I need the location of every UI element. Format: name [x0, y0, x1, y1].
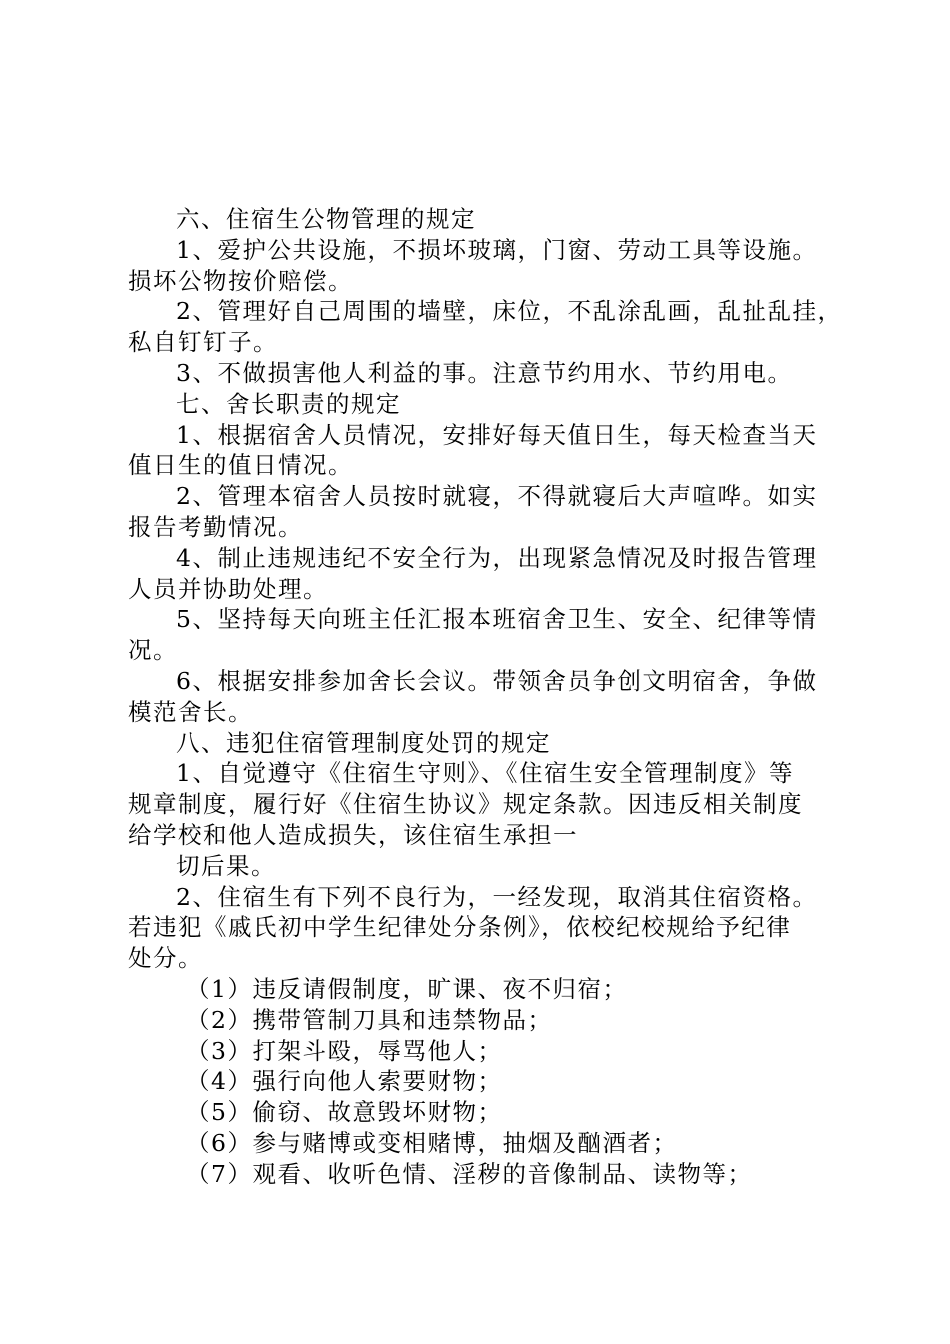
section-heading-7: 七、舍长职责的规定 [176, 389, 401, 418]
list-item: （6）参与赌博或变相赌博，抽烟及酗酒者； [186, 1128, 678, 1157]
paragraph-line: 3、不做损害他人利益的事。注意节约用水、节约用电。 [176, 358, 793, 387]
paragraph-line: 损坏公物按价赔偿。 [128, 266, 353, 295]
paragraph-line: 规章制度，履行好《住宿生协议》规定条款。因违反相关制度 [128, 790, 803, 819]
list-item: （7）观看、收听色情、淫秽的音像制品、读物等； [186, 1159, 753, 1188]
paragraph-line: 1、自觉遵守《住宿生守则》、《住宿生安全管理制度》等 [176, 759, 794, 788]
paragraph-line: 2、管理本宿舍人员按时就寝，不得就寝后大声喧哗。如实 [176, 482, 818, 511]
paragraph-line: 况。 [128, 636, 178, 665]
section-heading-8: 八、违犯住宿管理制度处罚的规定 [176, 728, 551, 757]
paragraph-line: 6、根据安排参加舍长会议。带领舍员争创文明宿舍，争做 [176, 666, 818, 695]
document-body [128, 204, 843, 1190]
paragraph-line: 1、根据宿舍人员情况，安排好每天值日生，每天检查当天 [176, 420, 818, 449]
paragraph-line: 1、爱护公共设施，不损坏玻璃，门窗、劳动工具等设施。 [176, 235, 818, 264]
paragraph-line: 给学校和他人造成损失，该住宿生承担一 [128, 820, 578, 849]
paragraph-line: 人员并协助处理。 [128, 574, 328, 603]
paragraph-line: 值日生的值日情况。 [128, 451, 353, 480]
paragraph-line: 报告考勤情况。 [128, 512, 303, 541]
paragraph-line: 处分。 [128, 944, 203, 973]
paragraph-line: 4、制止违规违纪不安全行为，出现紧急情况及时报告管理 [176, 543, 818, 572]
paragraph-line: 5、坚持每天向班主任汇报本班宿舍卫生、安全、纪律等情 [176, 605, 818, 634]
paragraph-line: 2、住宿生有下列不良行为，一经发现，取消其住宿资格。 [176, 882, 818, 911]
paragraph-line: 若违犯《戚氏初中学生纪律处分条例》，依校纪校规给予纪律 [128, 913, 792, 942]
list-item: （4）强行向他人索要财物； [186, 1067, 503, 1096]
list-item: （3）打架斗殴，辱骂他人； [186, 1036, 503, 1065]
list-item: （5）偷窃、故意毁坏财物； [186, 1098, 503, 1127]
section-heading-6: 六、住宿生公物管理的规定 [176, 205, 476, 233]
paragraph-line: 切后果。 [176, 851, 276, 880]
paragraph-line: 私自钉钉子。 [128, 328, 278, 357]
list-item: （2）携带管制刀具和违禁物品； [186, 1005, 553, 1034]
paragraph-line: 模范舍长。 [128, 697, 253, 726]
list-item: （1）违反请假制度，旷课、夜不归宿； [186, 974, 628, 1003]
paragraph-line: 2、管理好自己周围的墙壁，床位，不乱涂乱画，乱扯乱挂， [176, 297, 843, 326]
